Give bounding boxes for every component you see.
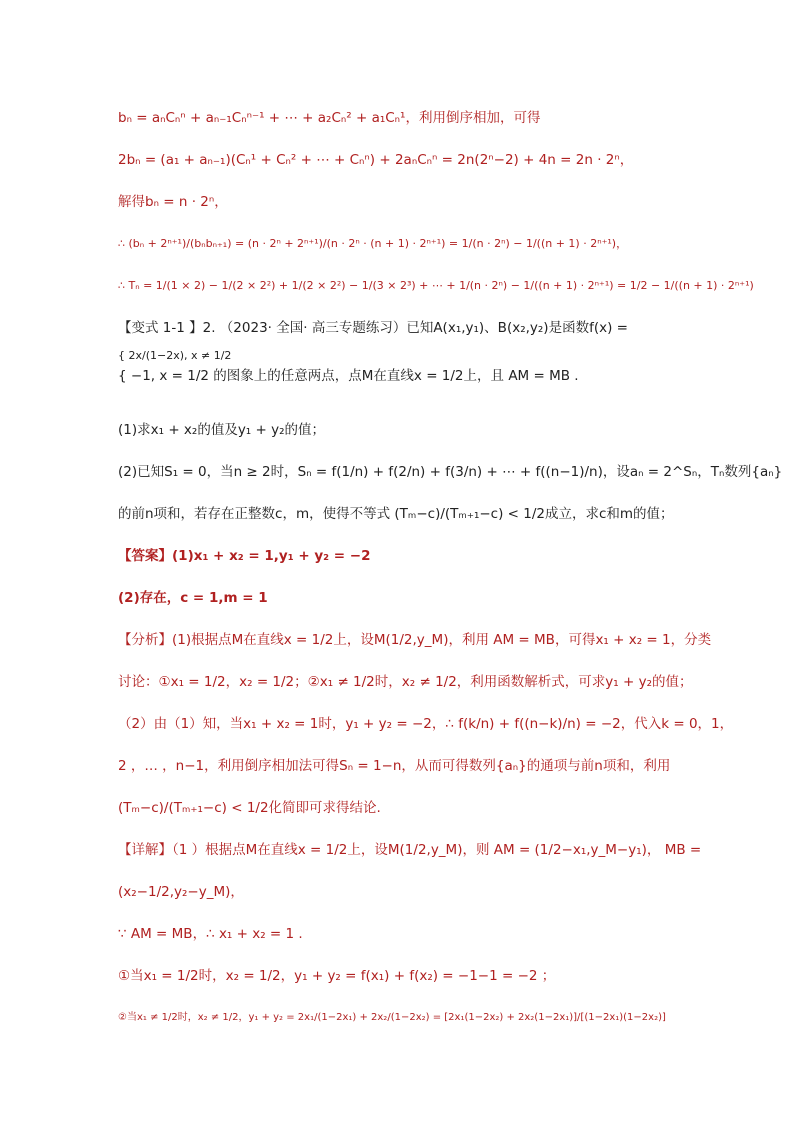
question-1: (1)求x₁ + x₂的值及y₁ + y₂的值；	[118, 422, 326, 438]
formula-bn-expansion: bₙ = aₙCₙⁿ + aₙ₋₁Cₙⁿ⁻¹ + ⋯ + a₂Cₙ² + a₁Cₙ¹，利用倒序相加，可得	[118, 110, 541, 126]
analysis-line-4: 2 ，… ，n−1，利用倒序相加法可得Sₙ = 1−n，从而可得数列{aₙ}的通项与前n项和，利用	[118, 758, 671, 774]
question-2-part-a: (2)已知S₁ = 0，当n ≥ 2时，Sₙ = f(1/n) + f(2/n) + f(3/n) + ⋯ + f((n−1)/n)，设aₙ = 2^Sₙ，Tₙ数列{aₙ}	[118, 464, 783, 480]
detail-line-5: ②当x₁ ≠ 1/2时，x₂ ≠ 1/2，y₁ + y₂ = 2x₁/(1−2x₁) + 2x₂/(1−2x₂) = [2x₁(1−2x₂) + 2x₂(1−2x₁)]/[(1−2x₁)(1−2x₂)]	[118, 1012, 666, 1023]
answer-1: 【答案】(1)x₁ + x₂ = 1,y₁ + y₂ = −2	[118, 548, 371, 564]
formula-bn-result: 解得bₙ = n · 2ⁿ，	[118, 194, 228, 210]
piecewise-case-1: { 2x/(1−2x), x ≠ 1/2	[118, 349, 232, 362]
answer-2: (2)存在，c = 1,m = 1	[118, 590, 268, 606]
analysis-line-5: (Tₘ−c)/(Tₘ₊₁−c) < 1/2化简即可求得结论.	[118, 800, 381, 816]
problem-heading: 【变式 1-1 】2. （2023· 全国· 高三专题练习）已知A(x₁,y₁)、B(x₂,y₂)是函数f(x) =	[118, 320, 628, 336]
detail-line-2: (x₂−1/2,y₂−y_M)，	[118, 884, 244, 900]
detail-line-1: 【详解】（1 ）根据点M在直线x = 1/2上，设M(1/2,y_M)，则 AM = (1/2−x₁,y_M−y₁)， MB =	[118, 842, 702, 858]
detail-line-4: ①当x₁ = 1/2时，x₂ = 1/2，y₁ + y₂ = f(x₁) + f(x₂) = −1−1 = −2 ；	[118, 968, 556, 984]
piecewise-case-2: { −1, x = 1/2 的图象上的任意两点，点M在直线x = 1/2上，且 AM = MB .	[118, 368, 579, 384]
question-2-part-b: 的前n项和，若存在正整数c，m，使得不等式 (Tₘ−c)/(Tₘ₊₁−c) < 1/2成立，求c和m的值；	[118, 506, 674, 522]
formula-2bn: 2bₙ = (a₁ + aₙ₋₁)(Cₙ¹ + Cₙ² + ⋯ + Cₙⁿ) + 2aₙCₙⁿ = 2n(2ⁿ−2) + 4n = 2n · 2ⁿ，	[118, 152, 634, 168]
analysis-line-2: 讨论：①x₁ = 1/2，x₂ = 1/2；②x₁ ≠ 1/2时，x₂ ≠ 1/2，利用函数解析式，可求y₁ + y₂的值；	[118, 674, 693, 690]
detail-line-3: ∵ AM = MB，∴ x₁ + x₂ = 1 .	[118, 926, 303, 942]
formula-tn-sum: ∴ Tₙ = 1/(1 × 2) − 1/(2 × 2²) + 1/(2 × 2²) − 1/(3 × 2³) + ⋯ + 1/(n · 2ⁿ) − 1/((n + 1) · 2ⁿ⁺¹) = 1/2 − 1/((n + 1) · 2ⁿ⁺¹)	[118, 279, 754, 292]
analysis-line-3: （2）由（1）知，当x₁ + x₂ = 1时，y₁ + y₂ = −2，∴ f(k/n) + f((n−k)/n) = −2，代入k = 0，1，	[118, 716, 734, 732]
formula-ratio: ∴ (bₙ + 2ⁿ⁺¹)/(bₙbₙ₊₁) = (n · 2ⁿ + 2ⁿ⁺¹)/(n · 2ⁿ · (n + 1) · 2ⁿ⁺¹) = 1/(n · 2ⁿ) − 1/((n + 1) · 2ⁿ⁺¹)，	[118, 237, 628, 250]
analysis-line-1: 【分析】(1)根据点M在直线x = 1/2上，设M(1/2,y_M)，利用 AM = MB，可得x₁ + x₂ = 1，分类	[118, 632, 712, 648]
